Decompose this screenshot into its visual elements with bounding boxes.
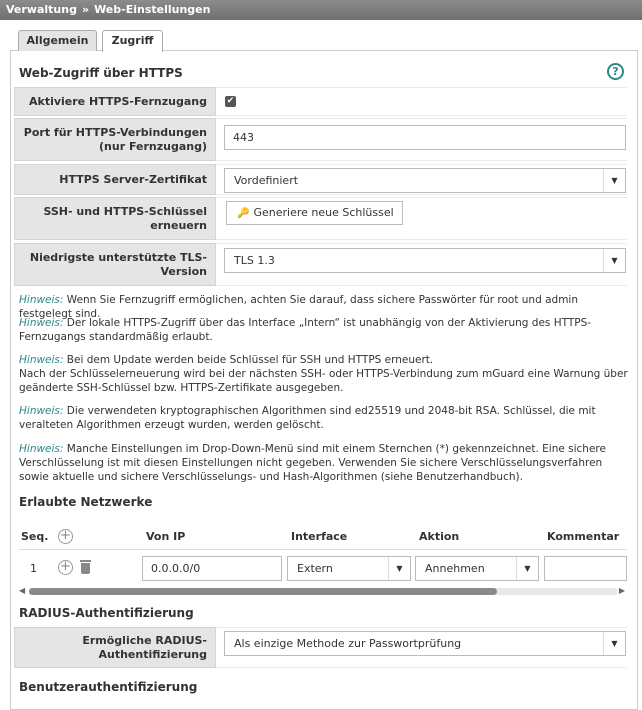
section-title-radius: RADIUS-Authentifizierung (19, 606, 194, 620)
table-header-divider (19, 549, 627, 550)
label-enable-https: Aktiviere HTTPS-Fernzugang (14, 87, 216, 116)
scroll-right-icon[interactable]: ▶ (618, 586, 625, 595)
help-icon[interactable]: ? (607, 63, 624, 80)
label-https-port: Port für HTTPS-Verbindungen (nur Fernzugang) (14, 118, 216, 161)
https-port-input[interactable]: 443 (224, 125, 626, 150)
scroll-left-icon[interactable]: ◀ (19, 586, 26, 595)
comment-input[interactable] (544, 556, 627, 581)
label-renew-keys: SSH- und HTTPS-Schlüssel erneuern (14, 197, 216, 240)
table-horizontal-scrollbar[interactable] (19, 585, 627, 597)
column-seq: Seq. (21, 530, 49, 543)
label-tls-version: Niedrigste unterstützte TLS- Version (14, 243, 216, 286)
add-row-icon[interactable]: + (58, 529, 73, 544)
breadcrumb-verwaltung[interactable]: Verwaltung (6, 3, 77, 16)
column-interface: Interface (291, 530, 348, 543)
hint-2: Hinweis: Der lokale HTTPS-Zugriff über das Interface „Intern“ ist unabhängig von der Aktivierung des HTTPS-Fernzugangs standardmäßig erlaubt. (19, 317, 592, 343)
breadcrumb (0, 0, 642, 20)
insert-row-icon[interactable]: + (58, 560, 73, 575)
interface-select[interactable]: Extern ▼ (287, 556, 411, 581)
radius-auth-select[interactable]: Als einzige Methode zur Passwortprüfung ▼ (224, 631, 626, 656)
row-server-certificate (14, 164, 627, 195)
generate-keys-button[interactable]: 🔑 Generiere neue Schlüssel (226, 201, 403, 225)
hint-1: Hinweis: Wenn Sie Fernzugriff ermöglichen, achten Sie darauf, dass sichere Passwörter für root und admin festgelegt sind. (19, 294, 578, 320)
row-renew-keys (14, 197, 627, 240)
tab-allgemein[interactable]: Allgemein (18, 30, 97, 51)
breadcrumb-separator: » (81, 3, 90, 16)
chevron-down-icon: ▼ (516, 557, 538, 580)
section-title-https: Web-Zugriff über HTTPS (19, 66, 183, 80)
row-https-port (14, 118, 627, 161)
tab-zugriff[interactable]: Zugriff (102, 30, 163, 52)
from-ip-input[interactable]: 0.0.0.0/0 (142, 556, 282, 581)
scrollbar-thumb[interactable] (29, 588, 497, 595)
hint-4: Hinweis: Die verwendeten kryptographischen Algorithmen sind ed25519 und 2048-bit RSA. Schlüssel, die mit veralteten Algorithmen erzeugt wurden, werden gelöscht. (19, 405, 596, 431)
hint-5: Hinweis: Manche Einstellungen im Drop-Down-Menü sind mit einem Sternchen (*) gekennzeichnet. Eine sichere Verschlüsselung ist mit diesen Einstellungen nicht gegeben. Verwenden Sie sichere Verschlüsselungsverfahren sowie aktuelle und sichere Verschlüsselungs- und Hash-Algorithmen (siehe Benutzerhandbuch). (19, 443, 606, 483)
column-comment: Kommentar (547, 530, 620, 543)
row-radius (14, 627, 627, 668)
chevron-down-icon: ▼ (603, 169, 625, 192)
tls-version-select[interactable]: TLS 1.3 ▼ (224, 248, 626, 273)
row-enable-https (14, 87, 627, 116)
breadcrumb-web-einstellungen[interactable]: Web-Einstellungen (94, 3, 211, 16)
label-radius: Ermögliche RADIUS- Authentifizierung (14, 627, 216, 668)
column-from-ip: Von IP (146, 530, 186, 543)
section-title-networks: Erlaubte Netzwerke (19, 495, 153, 509)
https-remote-checkbox[interactable]: ✔ (226, 96, 235, 106)
server-certificate-select[interactable]: Vordefiniert ▼ (224, 168, 626, 193)
action-select[interactable]: Annehmen ▼ (415, 556, 539, 581)
section-title-user-auth: Benutzerauthentifizierung (19, 680, 198, 694)
row-tls-version (14, 243, 627, 286)
row-seq: 1 (30, 562, 37, 575)
key-icon: 🔑 (237, 208, 250, 219)
column-action: Aktion (419, 530, 460, 543)
label-server-certificate: HTTPS Server-Zertifikat (14, 164, 216, 195)
chevron-down-icon: ▼ (388, 557, 410, 580)
delete-row-icon[interactable] (80, 560, 91, 574)
chevron-down-icon: ▼ (603, 632, 625, 655)
chevron-down-icon: ▼ (603, 249, 625, 272)
hint-3: Hinweis: Bei dem Update werden beide Schlüssel für SSH und HTTPS erneuert. Nach der Schlüsselerneuerung wird bei der nächsten SSH- oder HTTPS-Verbindung zum mGuard eine Warnung über geänderte SSH-Schlüssel bzw. HTTPS-Zertifikate ausgegeben. (19, 354, 628, 394)
